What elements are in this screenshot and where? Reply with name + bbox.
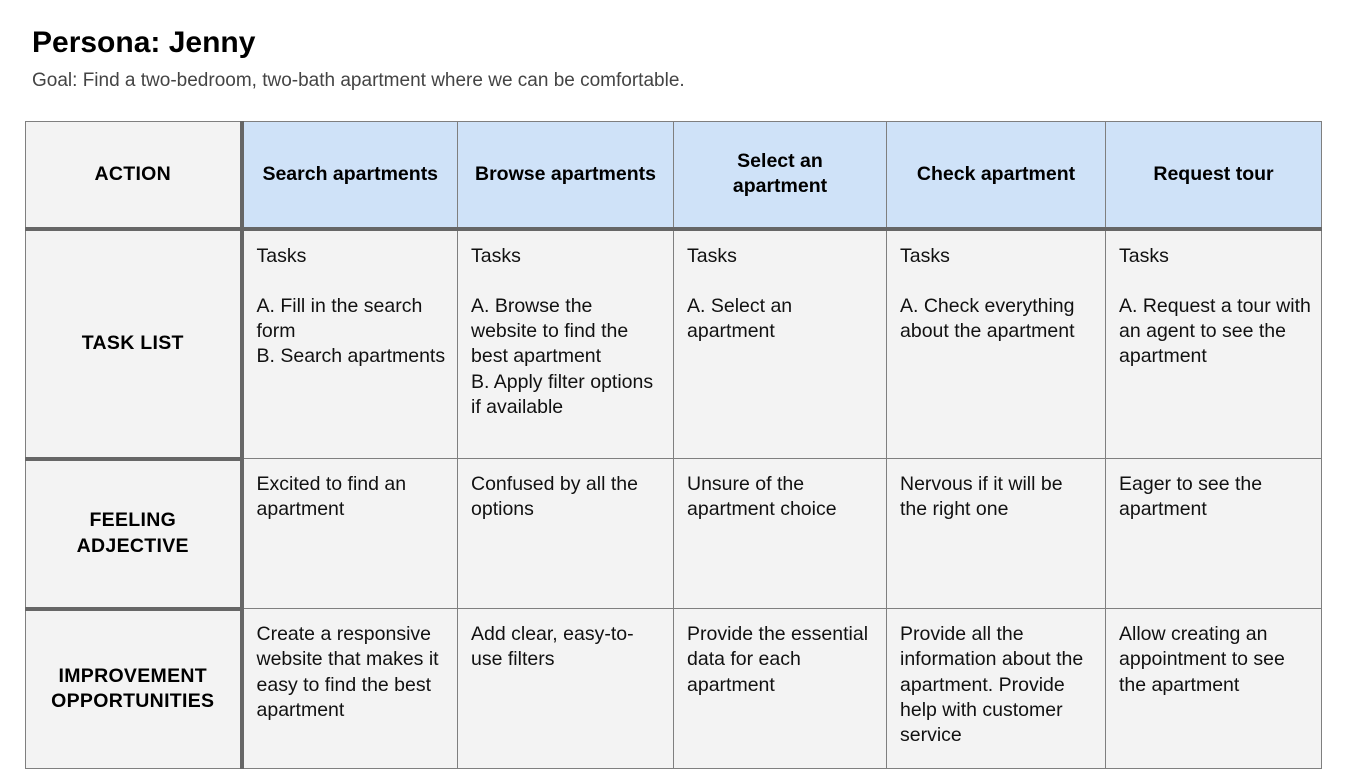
tasks-heading: Tasks <box>471 244 521 267</box>
stage-header: Select an apartment <box>674 122 887 229</box>
feeling-label: FEELING ADJECTIVE <box>26 459 242 609</box>
task-cell <box>1106 229 1322 459</box>
improvement-cell: Provide all the information about the apartment. Provide help with customer service <box>887 609 1106 769</box>
tasks-heading: Tasks <box>900 244 950 267</box>
improvement-cell: Provide the essential data for each apartment <box>674 609 887 769</box>
stage-header: Check apartment <box>887 122 1106 229</box>
task-item: A. Check everything about the apartment <box>900 294 1075 343</box>
persona-goal: Goal: Find a two-bedroom, two-bath apartment where we can be comfortable. <box>32 70 685 91</box>
feeling-cell: Excited to find an apartment <box>242 459 458 609</box>
task-list-label: TASK LIST <box>26 229 242 459</box>
improvement-row <box>26 609 1322 769</box>
journey-map-table <box>25 121 1322 769</box>
improvement-cell: Create a responsive website that makes it easy to find the best apartment <box>242 609 458 769</box>
tasks-heading: Tasks <box>687 244 737 267</box>
tasks-heading: Tasks <box>1119 244 1169 267</box>
task-item: B. Search apartments <box>256 345 446 368</box>
task-list-row <box>26 229 1322 459</box>
feeling-cell: Eager to see the apartment <box>1106 459 1322 609</box>
stage-header: Browse apartments <box>458 122 674 229</box>
feeling-cell: Nervous if it will be the right one <box>887 459 1106 609</box>
improvement-cell: Allow creating an appointment to see the apartment <box>1106 609 1322 769</box>
task-item: A. Select an apartment <box>687 294 793 343</box>
task-cell <box>887 229 1106 459</box>
tasks-heading: Tasks <box>256 244 307 267</box>
stage-header: Request tour <box>1106 122 1322 229</box>
stage-header-row <box>26 122 1322 229</box>
action-header: ACTION <box>26 122 242 229</box>
feeling-cell: Unsure of the apartment choice <box>674 459 887 609</box>
task-cell <box>242 229 458 459</box>
page-title: Persona: Jenny <box>32 26 256 59</box>
task-item: A. Browse the website to find the best apartment <box>471 294 629 368</box>
task-cell <box>674 229 887 459</box>
task-item: A. Request a tour with an agent to see the apartment <box>1119 294 1311 368</box>
stage-header: Search apartments <box>242 122 458 229</box>
improvement-cell: Add clear, easy-to-use filters <box>458 609 674 769</box>
improvement-label: IMPROVEMENT OPPORTUNITIES <box>26 609 242 769</box>
feeling-row <box>26 459 1322 609</box>
feeling-cell: Confused by all the options <box>458 459 674 609</box>
task-item: A. Fill in the search form <box>256 294 423 343</box>
task-cell <box>458 229 674 459</box>
task-item: B. Apply filter options if available <box>471 370 654 418</box>
